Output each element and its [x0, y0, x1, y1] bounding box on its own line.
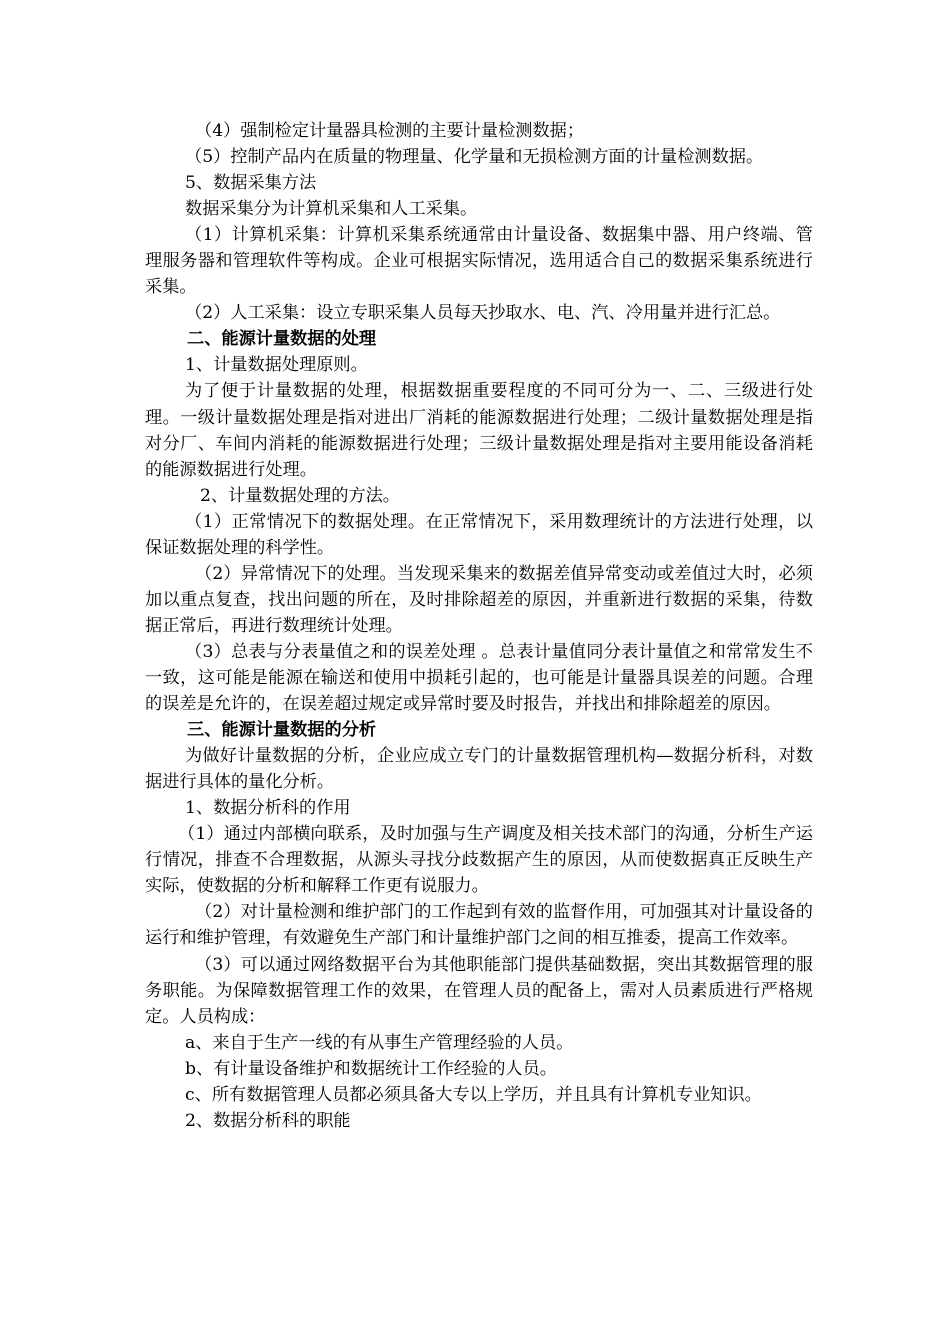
heading-data-processing: 二、能源计量数据的处理 — [187, 329, 377, 350]
subheading-analysis-functions: 2、数据分析科的职能 — [185, 1110, 351, 1131]
document-page — [145, 118, 813, 1134]
paragraph-role-2: （2）对计量检测和维护部门的工作起到有效的监督作用，可加强其对计量设备的运行和维护管理，有效避免生产部门和计量维护部门之间的相互推委，提高工作效率。 — [145, 902, 813, 949]
paragraph-analysis-intro: 为做好计量数据的分析，企业应成立专门的计量数据管理机构—数据分析科，对数据进行具体的量化分析。 — [145, 746, 813, 793]
paragraph-collection-intro: 数据采集分为计算机采集和人工采集。 — [185, 199, 478, 220]
subheading-processing-methods: 2、计量数据处理的方法。 — [200, 485, 400, 506]
subheading-processing-principles: 1、计量数据处理原则。 — [185, 355, 368, 376]
subheading-analysis-role: 1、数据分析科的作用 — [185, 798, 351, 819]
paragraph-manual-collection: （2）人工采集：设立专职采集人员每天抄取水、电、汽、冷用量并进行汇总。 — [185, 303, 781, 324]
paragraph-role-1: （1）通过内部横向联系，及时加强与生产调度及相关技术部门的沟通，分析生产运行情况，排查不合理数据，从源头寻找分歧数据产生的原因，从而使数据真正反映生产实际，使数据的分析和解释工作更有说服力。 — [145, 824, 813, 897]
paragraph-error-processing: （3）总表与分表量值之和的误差处理 。总表计量值同分表计量值之和常常发生不一致，这可能是能源在输送和使用中损耗引起的，也可能是计量器具误差的问题。合理的误差是允许的，在误差超过规定或异常时要及时报告，并找出和排除超差的原因。 — [145, 641, 813, 715]
paragraph-item-5: （5）控制产品内在质量的物理量、化学量和无损检测方面的计量检测数据。 — [185, 147, 764, 168]
list-item-a: a、来自于生产一线的有从事生产管理经验的人员。 — [185, 1032, 574, 1053]
heading-data-analysis: 三、能源计量数据的分析 — [187, 720, 377, 741]
paragraph-abnormal-processing: （2）异常情况下的处理。当发现采集来的数据差值异常变动或差值过大时，必须加以重点复查，找出问题的所在，及时排除超差的原因，并重新进行数据的采集，待数据正常后，再进行数理统计处理。 — [145, 563, 813, 636]
paragraph-normal-processing: （1）正常情况下的数据处理。在正常情况下，采用数理统计的方法进行处理，以保证数据处理的科学性。 — [145, 511, 813, 558]
list-item-b: b、有计量设备维护和数据统计工作经验的人员。 — [185, 1058, 557, 1079]
list-item-c: c、所有数据管理人员都必须具备大专以上学历，并且具有计算机专业知识。 — [185, 1084, 762, 1105]
section-heading-data-collection-method: 5、数据采集方法 — [185, 173, 317, 194]
paragraph-item-4: （4）强制检定计量器具检测的主要计量检测数据； — [195, 121, 585, 141]
paragraph-role-3: （3）可以通过网络数据平台为其他职能部门提供基础数据，突出其数据管理的服务职能。为保障数据管理工作的效果，在管理人员的配备上，需对人员素质进行严格规定。人员构成： — [145, 954, 813, 1027]
paragraph-computer-collection: （1）计算机采集：计算机采集系统通常由计量设备、数据集中器、用户终端、管理服务器和管理软件等构成。企业可根据实际情况，选用适合自己的数据采集系统进行采集。 — [145, 225, 813, 298]
paragraph-processing-levels: 为了便于计量数据的处理，根据数据重要程度的不同可分为一、二、三级进行处理。一级计量数据处理是指对进出厂消耗的能源数据进行处理；二级计量数据处理是指对分厂、车间内消耗的能源数据进行处理；三级计量数据处理是指对主要用能设备消耗的能源数据进行处理。 — [145, 381, 813, 480]
